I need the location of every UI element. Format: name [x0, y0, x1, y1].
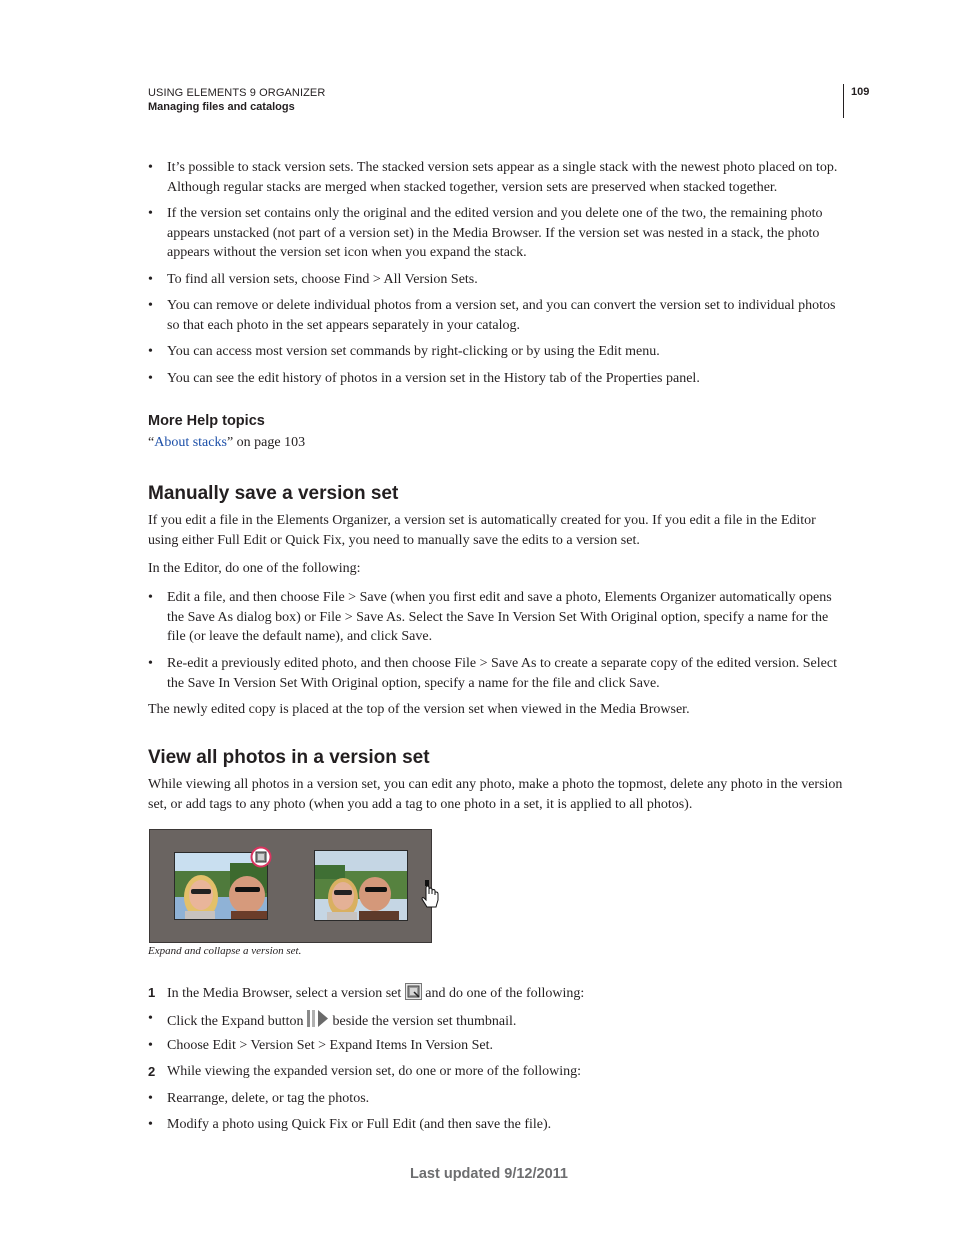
- step-item: [148, 1062, 840, 1082]
- step-text: While viewing the expanded version set, do one or more of the following:: [167, 1064, 582, 1079]
- step-text-after: and do one of the following:: [421, 986, 585, 1001]
- bullet-dot: •: [148, 1091, 153, 1106]
- list-item: [148, 1115, 840, 1135]
- page-reference: on page 103: [233, 435, 306, 450]
- step-item: [148, 983, 840, 1007]
- step-text: [167, 983, 840, 1007]
- bullet-dot: •: [148, 1011, 153, 1026]
- hand-cursor-icon: [418, 880, 442, 912]
- list-item-text: You can see the edit history of photos in a version set in the History tab of the Properties panel.: [167, 371, 700, 386]
- bullet-dot: •: [148, 371, 153, 386]
- step-text-before: In the Media Browser, select a version set: [167, 986, 405, 1001]
- bullet-dot: •: [148, 160, 153, 175]
- list-item-text: You can remove or delete individual photos from a version set, and you can convert the version set to individual photos so that each photo in the set appears separately in your catalog.: [167, 298, 836, 333]
- about-stacks-link[interactable]: About stacks: [154, 435, 227, 450]
- doc-title: USING ELEMENTS 9 ORGANIZER: [148, 87, 326, 99]
- version-set-icon: [405, 983, 422, 1007]
- bullet-dot: •: [148, 590, 153, 605]
- bullet-dot: •: [148, 656, 153, 671]
- header-rule: [843, 84, 844, 118]
- more-help-heading: More Help topics: [148, 413, 265, 429]
- version-set-figure: [149, 829, 432, 943]
- paragraph: The newly edited copy is placed at the top of the version set when viewed in the Media Browser.: [148, 702, 690, 717]
- list-item: [148, 270, 840, 290]
- open-quote: “: [148, 435, 155, 450]
- version-set-badge-icon[interactable]: [250, 846, 272, 868]
- chapter-title: Managing files and catalogs: [148, 101, 295, 113]
- bullet-dot: •: [148, 1117, 153, 1132]
- list-item-text: It’s possible to stack version sets. The stacked version sets appear as a single stack with the newest photo placed on top. Although regular stacks are merged when stacked together, version sets are preserved when stacked together.: [167, 160, 838, 195]
- list-item-text: Re-edit a previously edited photo, and then choose File > Save As to create a separate copy of the edited version. Select the Save In Version Set With Original option, specify a name for the file and click Save.: [167, 656, 837, 691]
- list-item: [148, 1036, 840, 1056]
- paragraph: While viewing all photos in a version set, you can edit any photo, make a photo the topmost, delete any photo in the version set, or add tags to any photo (when you add a tag to one photo in a set, it is applied to all photos).: [148, 777, 843, 812]
- bullet-dot: •: [148, 1038, 153, 1053]
- section-heading-view-all: View all photos in a version set: [148, 747, 430, 768]
- photo-thumbnail[interactable]: [314, 850, 408, 921]
- list-item-text: Choose Edit > Version Set > Expand Items In Version Set.: [167, 1038, 493, 1053]
- step-number: 1: [148, 985, 156, 1000]
- bullet-dot: •: [148, 298, 153, 313]
- list-item-text: Rearrange, delete, or tag the photos.: [167, 1091, 370, 1106]
- help-link-line: [148, 435, 305, 451]
- close-quote: ”: [226, 435, 234, 450]
- page-number: 109: [851, 86, 870, 98]
- list-item-text-before: Click the Expand button: [167, 1014, 307, 1029]
- list-item-text-after: beside the version set thumbnail.: [328, 1014, 517, 1029]
- list-item: [148, 1089, 840, 1109]
- paragraph: In the Editor, do one of the following:: [148, 561, 361, 576]
- list-item: [148, 588, 840, 647]
- expand-button-icon: [307, 1009, 329, 1035]
- list-item-text: To find all version sets, choose Find > All Version Sets.: [167, 272, 478, 287]
- list-item-text: Modify a photo using Quick Fix or Full Edit (and then save the file).: [167, 1117, 552, 1132]
- list-item: [148, 654, 840, 693]
- paragraph: If you edit a file in the Elements Organizer, a version set is automatically created for you. If you edit a file in the Editor using either Full Edit or Quick Fix, you need to manually save the edits to a version set.: [148, 513, 816, 548]
- photo-image: [315, 851, 407, 920]
- list-item: [148, 369, 840, 389]
- list-item: [148, 158, 840, 197]
- list-item: [148, 342, 840, 362]
- figure-caption: Expand and collapse a version set.: [148, 945, 302, 957]
- running-header: [148, 87, 325, 113]
- list-item-text: [167, 1009, 840, 1035]
- list-item: [148, 296, 840, 335]
- list-item-text: You can access most version set commands by right-clicking or by using the Edit menu.: [167, 344, 660, 359]
- section-heading-manual-save: Manually save a version set: [148, 483, 399, 504]
- bullet-dot: •: [148, 272, 153, 287]
- list-item-text: Edit a file, and then choose File > Save (when you first edit and save a photo, Elements Organizer automatically opens the Save As dialog box) or File > Save As. Select the Save In Version Set With Original option, specify a name for the file (or leave the default name), and click Save.: [167, 590, 832, 644]
- list-item-text: If the version set contains only the original and the edited version and you delete one of the two, the remaining photo appears unstacked (not part of a version set) in the Media Browser. If the version set was nested in a stack, the photo appears without the version set icon when you expand the stack.: [167, 206, 823, 260]
- step-number: 2: [148, 1064, 156, 1079]
- list-item: [148, 204, 840, 263]
- list-item: [148, 1009, 840, 1035]
- last-updated: Last updated 9/12/2011: [410, 1166, 568, 1182]
- bullet-dot: •: [148, 206, 153, 221]
- bullet-dot: •: [148, 344, 153, 359]
